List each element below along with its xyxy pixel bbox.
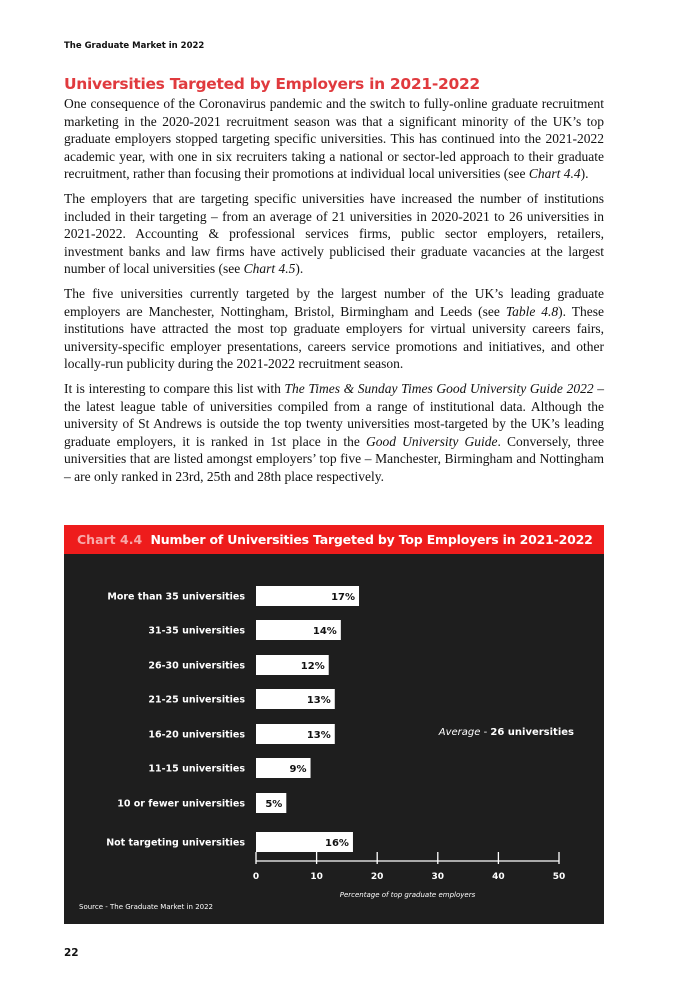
chart-number: Chart 4.4 bbox=[77, 532, 143, 547]
value-label: 16% bbox=[325, 838, 349, 849]
paragraph-1 bbox=[64, 95, 604, 183]
x-tick-label: 20 bbox=[370, 872, 384, 882]
paragraph-end: ). bbox=[580, 166, 589, 182]
value-label: 14% bbox=[312, 626, 337, 637]
value-label: 9% bbox=[289, 764, 307, 775]
x-tick-label: 30 bbox=[431, 872, 445, 882]
category-label: 31-35 universities bbox=[148, 625, 245, 637]
category-label: 26-30 universities bbox=[148, 660, 245, 672]
body-text bbox=[64, 95, 604, 492]
paragraph-text: – the latest league table of universities compiled from a range of institutional data. Although the university of St Andrews is outside the top twenty universities most-targeted by the UK’s leading graduate employers, it is ranked in 1st place in the bbox=[64, 380, 604, 449]
paragraph-text: The employers that are targeting specific universities have increased the number of institutions included in their targeting – from an average of 21 universities in 2020-2021 to 26 universities in 2021-2022. Accounting & professional services firms, public sector employers, retailers, investment banks and law firms have actively publicised their graduate vacancies at the largest number of local universities (see bbox=[64, 190, 604, 277]
section-title: Universities Targeted by Employers in 2021-2022 bbox=[64, 75, 480, 93]
category-label: 16-20 universities bbox=[148, 729, 245, 741]
value-label: 12% bbox=[300, 661, 325, 672]
value-label: 5% bbox=[265, 799, 283, 810]
value-label: 13% bbox=[306, 695, 331, 706]
table-reference: Table 4.8 bbox=[505, 303, 559, 319]
x-axis-label: Percentage of top graduate employers bbox=[339, 891, 476, 899]
page-number: 22 bbox=[64, 947, 79, 959]
average-annotation bbox=[438, 727, 574, 738]
value-label: 17% bbox=[331, 592, 356, 603]
paragraph-text: The five universities currently targeted by the largest number of the UK’s leading graduate employers are Manchester, Nottingham, Bristol, Birmingham and Leeds (see bbox=[64, 285, 604, 319]
x-tick-label: 40 bbox=[492, 872, 505, 882]
paragraph-end: ). bbox=[295, 261, 304, 277]
guide-short-title: Good University Guide bbox=[366, 433, 498, 449]
category-label: Not targeting universities bbox=[106, 837, 245, 849]
average-separator: - bbox=[480, 727, 491, 738]
category-label: 21-25 universities bbox=[148, 694, 245, 706]
running-header: The Graduate Market in 2022 bbox=[64, 41, 205, 51]
average-label: Average bbox=[438, 727, 481, 738]
paragraph-end: . Conversely, three universities that are listed amongst employers’ top five – Manchester, Birmingham and Nottingham – are only ranked in 23rd, 25th and 28th place respectively. bbox=[64, 433, 605, 484]
chart-source: Source - The Graduate Market in 2022 bbox=[79, 903, 214, 911]
chart-title: Number of Universities Targeted by Top Employers in 2021-2022 bbox=[150, 532, 593, 547]
category-label: 10 or fewer universities bbox=[117, 798, 245, 810]
paragraph-end: ). These institutions have attracted the most top graduate employers for virtual university careers fairs, university-specific employer presentations, careers service promotions and initiatives, and other locally-run publicity during the 2021-2022 recruitment season. bbox=[64, 303, 604, 372]
x-tick-label: 0 bbox=[252, 872, 260, 882]
chart-reference: Chart 4.5 bbox=[243, 261, 296, 277]
average-value: 26 universities bbox=[490, 727, 574, 738]
paragraph-text: It is interesting to compare this list with bbox=[64, 380, 285, 396]
x-tick-label: 10 bbox=[310, 872, 323, 882]
value-label: 13% bbox=[306, 730, 331, 741]
x-tick-label: 50 bbox=[552, 872, 566, 882]
paragraph-4 bbox=[64, 380, 604, 486]
category-label: More than 35 universities bbox=[107, 591, 245, 603]
paragraph-text: One consequence of the Coronavirus pandemic and the switch to fully-online graduate recruitment marketing in the 2020-2021 recruitment season was that a significant minority of the UK’s top graduate employers stopped targeting specific universities. This has continued into the 2021-2022 academic year, with one in six recruiters taking a national or sector-led approach to their graduate recruitment, rather than focusing their promotions at individual local universities (see bbox=[64, 96, 604, 182]
guide-title: The Times & Sunday Times Good University Guide 2022 bbox=[284, 380, 594, 396]
category-label: 11-15 universities bbox=[148, 763, 245, 775]
paragraph-2 bbox=[64, 190, 604, 278]
chart-panel bbox=[64, 525, 604, 924]
chart-plot bbox=[64, 554, 604, 924]
paragraph-3 bbox=[64, 285, 604, 373]
chart-reference: Chart 4.4 bbox=[528, 166, 581, 182]
chart-header bbox=[64, 525, 604, 554]
